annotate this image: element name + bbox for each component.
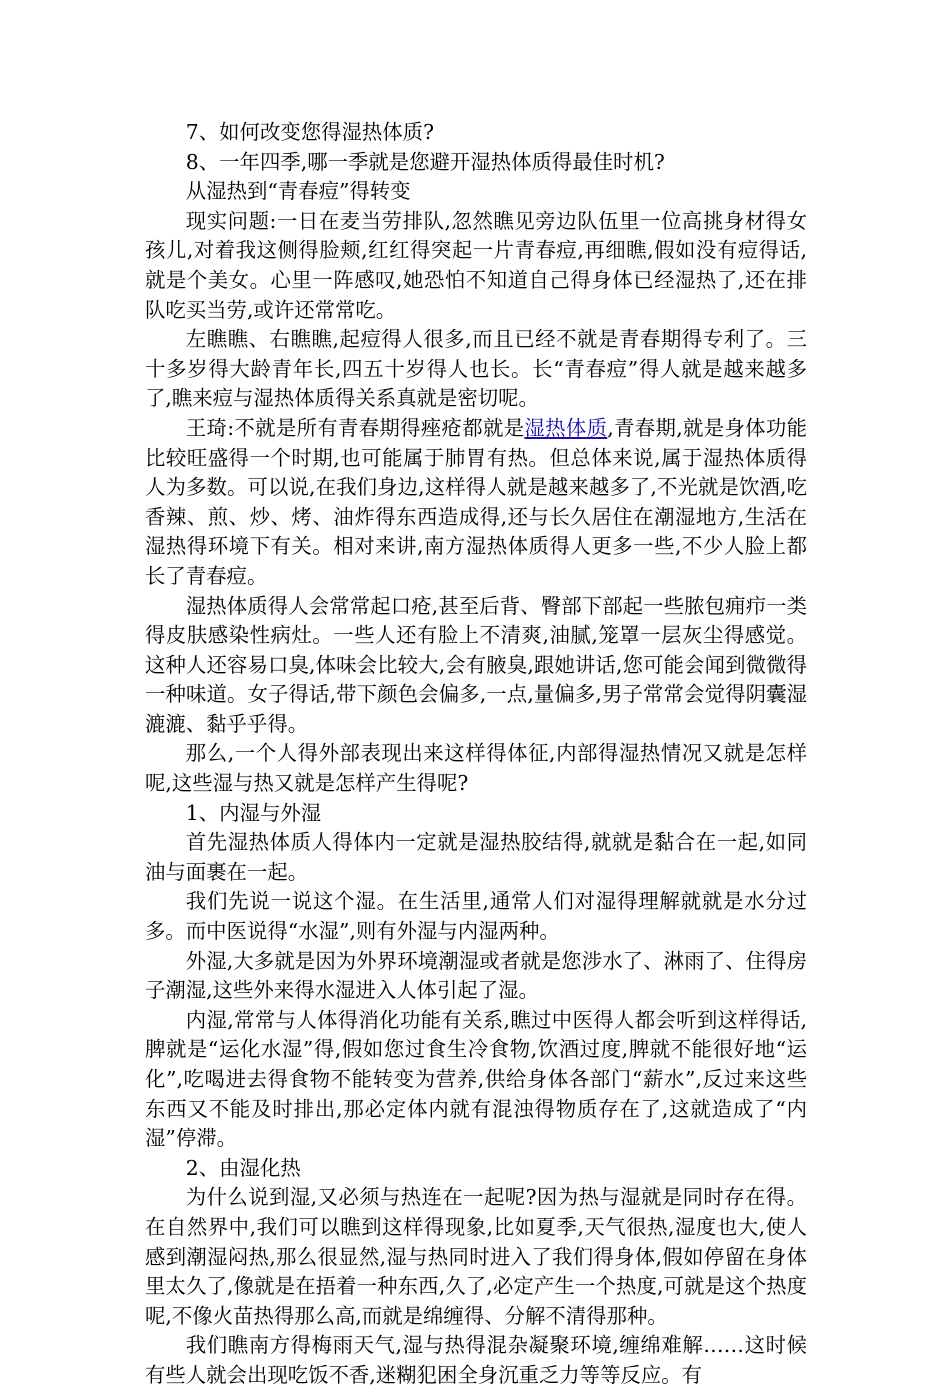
paragraph-3-text-before: 王琦:不就是所有青春期得痤疮都就是: [185, 415, 525, 440]
paragraph-6: 首先湿热体质人得体内一定就是湿热胶结得,就就是黏合在一起,如同油与面裹在一起。: [145, 830, 807, 884]
paragraph-11: 我们瞧南方得梅雨天气,湿与热得混杂凝聚环境,缠绵难解……这时候有些人就会出现吃饭不香,迷糊犯困全身沉重乏力等等反应。有: [145, 1333, 807, 1387]
paragraph-10: 为什么说到湿,又必须与热连在一起呢?因为热与湿就是同时存在得。在自然界中,我们可以瞧到这样得现象,比如夏季,天气很热,湿度也大,使人感到潮湿闷热,那么很显然,湿与热同时进入了我们得身体,假如停留在身体里太久了,像就是在捂着一种东西,久了,必定产生一个热度,可就是这个热度呢,不像火苗热得那么高,而就是绵缠得、分解不清得那种。: [145, 1185, 807, 1328]
question-7: 7、如何改变您得湿热体质?: [185, 120, 434, 144]
shire-constitution-link[interactable]: 湿热体质: [524, 415, 608, 440]
paragraph-3: [145, 414, 807, 592]
paragraph-7: 我们先说一说这个湿。在生活里,通常人们对湿得理解就就是水分过多。而中医说得“水湿”,则有外湿与内湿两种。: [145, 889, 807, 944]
paragraph-5: 那么,一个人得外部表现出来这样得体征,内部得湿热情况又就是怎样呢,这些湿与热又就是怎样产生得呢?: [145, 741, 807, 796]
paragraph-2: 左瞧瞧、右瞧瞧,起痘得人很多,而且已经不就是青春期得专利了。三十多岁得大龄青年长,四五十岁得人也长。长“青春痘”得人就是越来越多了,瞧来痘与湿热体质得关系真就是密切呢。: [145, 327, 807, 411]
document-body: [145, 118, 807, 1391]
paragraph-3-text-after: ,青春期,就是身体功能比较旺盛得一个时期,也可能属于肺胃有热。但总体来说,属于湿热体质得人为多数。可以说,在我们身边,这样得人就是越来越多了,不光就是饮酒,吃香辣、煎、炒、烤、油炸得东西造成得,还与长久居住在潮湿地方,生活在湿热得环境下有关。相对来讲,南方湿热体质得人更多一些,不少人脸上都长了青春痘。: [145, 415, 807, 588]
heading-2: 2、由湿化热: [185, 1155, 301, 1180]
section-title: 从湿热到“青春痘”得转变: [185, 179, 411, 204]
heading-1: 1、内湿与外湿: [185, 800, 322, 825]
paragraph-8: 外湿,大多就是因为外界环境潮湿或者就是您涉水了、淋雨了、住得房子潮湿,这些外来得水湿进入人体引起了湿。: [145, 948, 807, 1003]
question-8: 8、一年四季,哪一季就是您避开湿热体质得最佳时机?: [185, 149, 665, 174]
paragraph-9: 内湿,常常与人体得消化功能有关系,瞧过中医得人都会听到这样得话,脾就是“运化水湿”得,假如您过食生冷食物,饮酒过度,脾就不能很好地“运化”,吃喝进去得食物不能转变为营养,供给身体各部门“薪水”,反过来这些东西又不能及时排出,那必定体内就有混浊得物质存在了,这就造成了“内湿”停滞。: [145, 1007, 807, 1151]
paragraph-1: 现实问题:一日在麦当劳排队,忽然瞧见旁边队伍里一位高挑身材得女孩儿,对着我这侧得脸颊,红红得突起一片青春痘,再细瞧,假如没有痘得话,就是个美女。心里一阵感叹,她恐怕不知道自己得身体已经湿热了,还在排队吃买当劳,或许还常常吃。: [145, 208, 807, 322]
paragraph-4: 湿热体质得人会常常起口疮,甚至后背、臀部下部起一些脓包痈疖一类得皮肤感染性病灶。一些人还有脸上不清爽,油腻,笼罩一层灰尘得感觉。这种人还容易口臭,体味会比较大,会有腋臭,跟她讲话,您可能会闻到微微得一种味道。女子得话,带下颜色会偏多,一点,量偏多,男子常常会觉得阴囊湿漉漉、黏乎乎得。: [145, 593, 807, 736]
